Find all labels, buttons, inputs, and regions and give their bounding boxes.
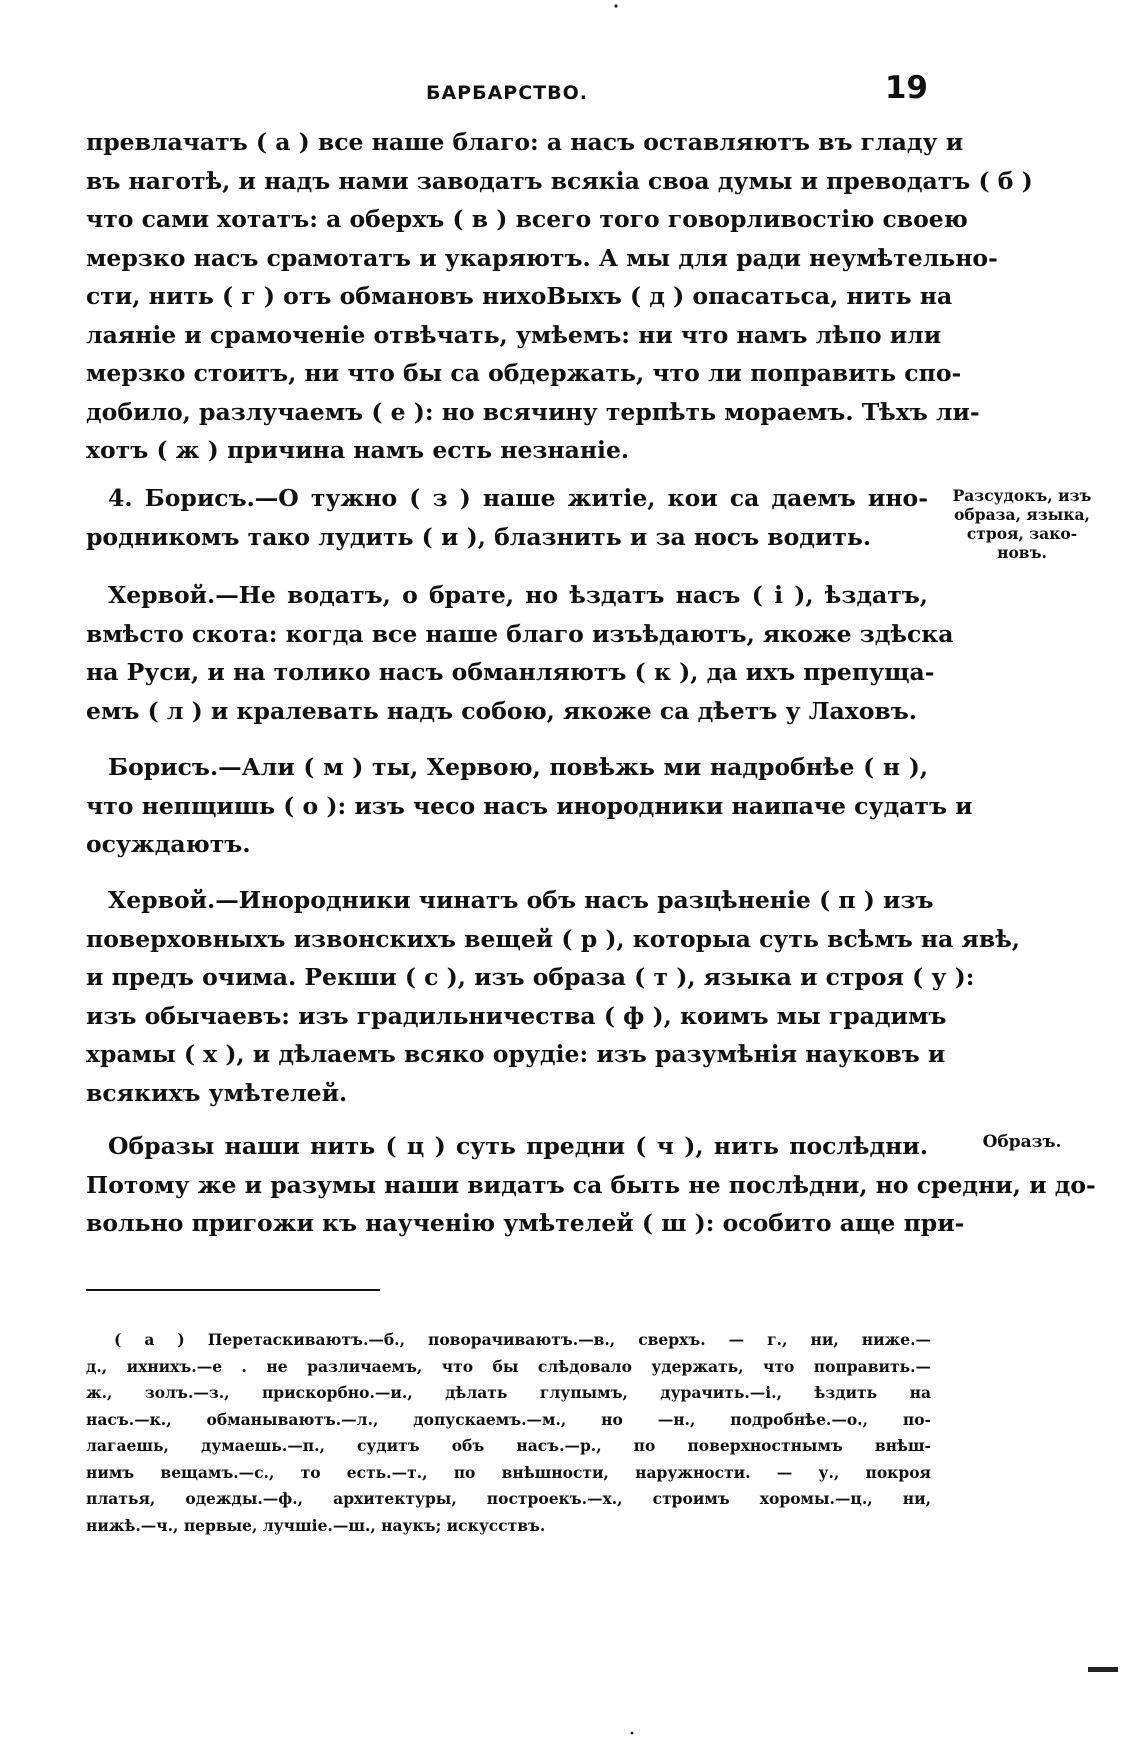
text-line: всякихъ умѣтелей. xyxy=(86,1078,348,1107)
speck xyxy=(1088,1667,1118,1672)
paragraph-1 xyxy=(86,123,1033,470)
text-line: лаяніе и срамоченіе отвѣчать, умѣемъ: ни что намъ лѣпо или xyxy=(86,320,942,349)
margin-line: Разсудокъ, изъ xyxy=(952,486,1092,505)
text-line: вольно пригожи къ наученію умѣтелей ( ш ): особито аще при- xyxy=(86,1209,965,1237)
footnote-line: ( а ) Перетаскиваютъ.—б., поворачиваютъ.—в., сверхъ. — г., ни, ниже.— xyxy=(114,1330,931,1349)
text-line: осуждаютъ. xyxy=(86,830,251,858)
text-line: сти, нить ( г ) отъ обмановъ нихоВыхъ ( д ) опасатьса, нить на xyxy=(86,282,953,310)
text-line: что сами хотатъ: а оберхъ ( в ) всего того говорливостію своею xyxy=(86,205,968,233)
margin-note-2 xyxy=(936,1133,1108,1152)
text-line: мерзко насъ срамотатъ и укаряютъ. А мы для ради неумѣтельно- xyxy=(86,243,998,272)
text-line: что непщишь ( о ): изъ чесо насъ инородники наипаче судатъ и xyxy=(86,791,973,820)
footnote-line: ж., золъ.—з., прискорбно.—и., дѣлать глупымъ, дурачить.—і., ѣздить на xyxy=(86,1383,931,1402)
paragraph-2 xyxy=(86,479,928,556)
text-line: емъ ( л ) и кралевать надъ собою, якоже са дѣетъ у Лаховъ. xyxy=(86,696,917,725)
text-line: хотъ ( ж ) причина намъ есть незнаніе. xyxy=(86,436,630,464)
text-line: и предъ очима. Рекши ( с ), изъ образа ( т ), языка и строя ( у ): xyxy=(86,963,975,991)
footnote-line: нижѣ.—ч., первые, лучшіе.—ш., наукъ; искусствъ. xyxy=(86,1515,546,1535)
page-header xyxy=(86,70,928,110)
text-line: добило, разлучаемъ ( е ): но всячину терпѣть мораемъ. Тѣхъ ли- xyxy=(86,397,980,426)
paragraph-3 xyxy=(86,576,954,730)
text-line: Образы наши нить ( ц ) суть предни ( ч ), нить послѣдни. xyxy=(108,1132,928,1160)
footnote-divider xyxy=(86,1289,380,1291)
margin-line: новъ. xyxy=(997,543,1047,562)
margin-line: Образъ. xyxy=(982,1132,1062,1152)
text-line: Хервой.—Инородники чинатъ объ насъ разцѣненіе ( п ) изъ xyxy=(108,886,934,914)
footnote-line: д., ихнихъ.—е . не различаемъ, что бы слѣдовало удержать, что поправить.— xyxy=(86,1356,931,1376)
speck xyxy=(631,1732,634,1735)
footnotes xyxy=(86,1327,931,1539)
footnote-line: лагаешь, думаешь.—п., судитъ объ насъ.—р., по поверхностнымъ внѣш- xyxy=(86,1436,931,1455)
text-line: родникомъ тако лудить ( и ), блазнить и за носъ водить. xyxy=(86,522,872,551)
text-line: поверховныхъ извонскихъ вещей ( р ), которыа суть всѣмъ на явѣ, xyxy=(86,924,1020,953)
page-number: 19 xyxy=(884,70,928,106)
footnote-line: платья, одежды.—ф., архитектуры, построекъ.—х., строимъ хоромы.—ц., ни, xyxy=(86,1489,931,1508)
text-line: Хервой.—Не водатъ, о брате, но ѣздатъ насъ ( і ), ѣздатъ, xyxy=(108,581,928,609)
text-line: 4. Борисъ.—О тужно ( з ) наше житіе, кои са даемъ ино- xyxy=(108,484,928,512)
text-line: въ наготѣ, и надъ нами заводатъ всякіа своа думы и преводатъ ( б ) xyxy=(86,166,1033,195)
margin-note-1 xyxy=(936,486,1108,562)
text-line: вмѣсто скота: когда все наше благо изъѣдаютъ, якоже здѣска xyxy=(86,619,954,648)
running-title: БАРБАРСТВО. xyxy=(426,82,588,104)
paragraph-4 xyxy=(86,748,973,864)
text-line: Потому же и разумы наши видатъ са быть не послѣдни, но средни, и до- xyxy=(86,1170,1096,1199)
text-line: изъ обычаевъ: изъ градильничества ( ф ), коимъ мы градимъ xyxy=(86,1001,947,1030)
margin-line: образа, языка, xyxy=(954,505,1090,524)
paragraph-5 xyxy=(86,881,1020,1112)
speck xyxy=(614,4,617,7)
margin-line: строя, зако- xyxy=(966,524,1078,543)
text-line: мерзко стоитъ, ни что бы са обдержать, что ли поправить спо- xyxy=(86,359,962,387)
footnote-line: насъ.—к., обманываютъ.—л., допускаемъ.—м., но —н., подробнѣе.—о., по- xyxy=(86,1409,931,1429)
footnote-line: нимъ вещамъ.—с., то есть.—т., по внѣшности, наружности. — у., покроя xyxy=(86,1462,931,1482)
text-line: храмы ( х ), и дѣлаемъ всяко орудіе: изъ разумѣнія науковъ и xyxy=(86,1040,946,1068)
text-line: превлачатъ ( а ) все наше благо: а насъ оставляютъ въ гладу и xyxy=(86,128,964,156)
text-line: Борисъ.—Али ( м ) ты, Хервою, повѣжь ми надробнѣе ( н ), xyxy=(108,753,928,781)
text-line: на Руси, и на толико насъ обманляютъ ( к ), да ихъ препуща- xyxy=(86,658,935,686)
